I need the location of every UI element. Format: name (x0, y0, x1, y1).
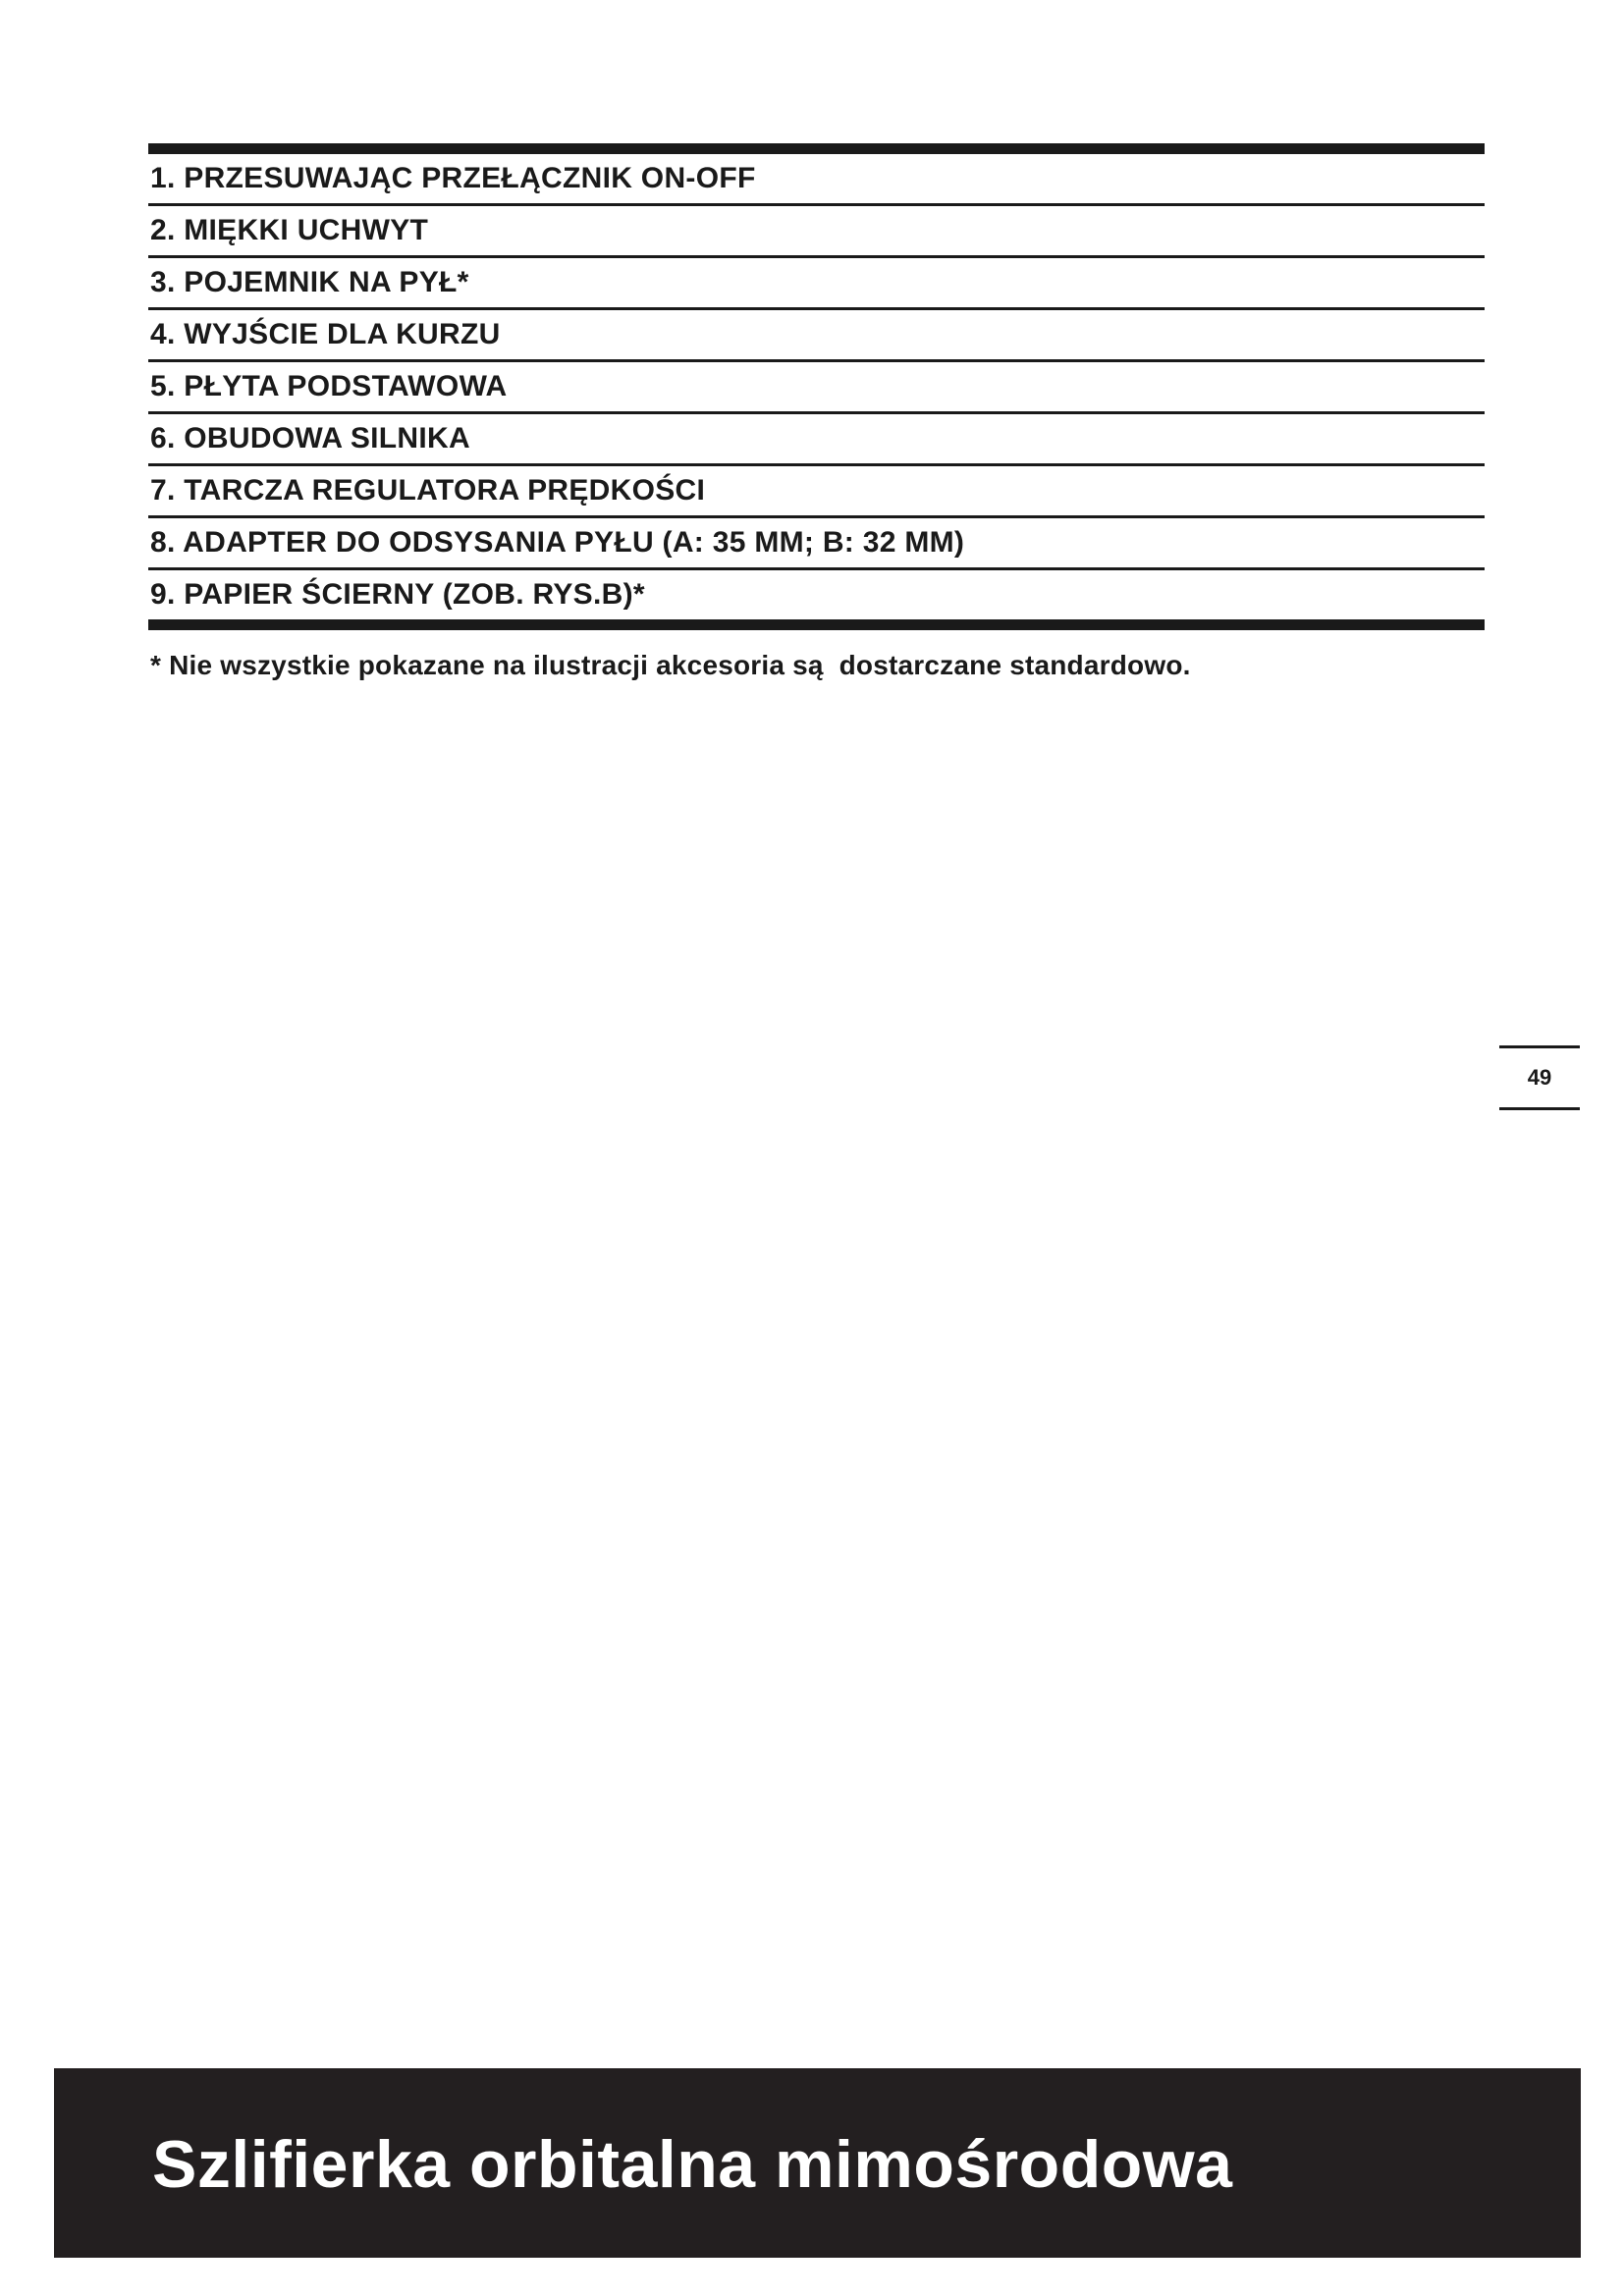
parts-list-item: 1. PRZESUWAJĄC PRZEŁĄCZNIK ON-OFF (148, 154, 1485, 206)
accessories-footnote: * Nie wszystkie pokazane na ilustracji akcesoria są dostarczane standardowo. (150, 650, 1191, 680)
parts-list-item: 7. TARCZA REGULATORA PRĘDKOŚCI (148, 466, 1485, 518)
parts-list-item: 2. MIĘKKI UCHWYT (148, 206, 1485, 258)
parts-list-item: 8. ADAPTER DO ODSYSANIA PYŁU (A: 35 MM; B: 32 MM) (148, 518, 1485, 570)
page-number: 49 (1499, 1045, 1580, 1110)
parts-list (148, 143, 1485, 630)
parts-list-item: 6. OBUDOWA SILNIKA (148, 414, 1485, 466)
parts-list-item: 3. POJEMNIK NA PYŁ* (148, 258, 1485, 310)
parts-list-item: 4. WYJŚCIE DLA KURZU (148, 310, 1485, 362)
parts-list-item: 5. PŁYTA PODSTAWOWA (148, 362, 1485, 414)
product-title: Szlifierka orbitalna mimośrodowa (152, 2127, 1233, 2202)
title-band (54, 2068, 1581, 2258)
parts-list-item: 9. PAPIER ŚCIERNY (ZOB. RYS.B)* (150, 578, 645, 611)
